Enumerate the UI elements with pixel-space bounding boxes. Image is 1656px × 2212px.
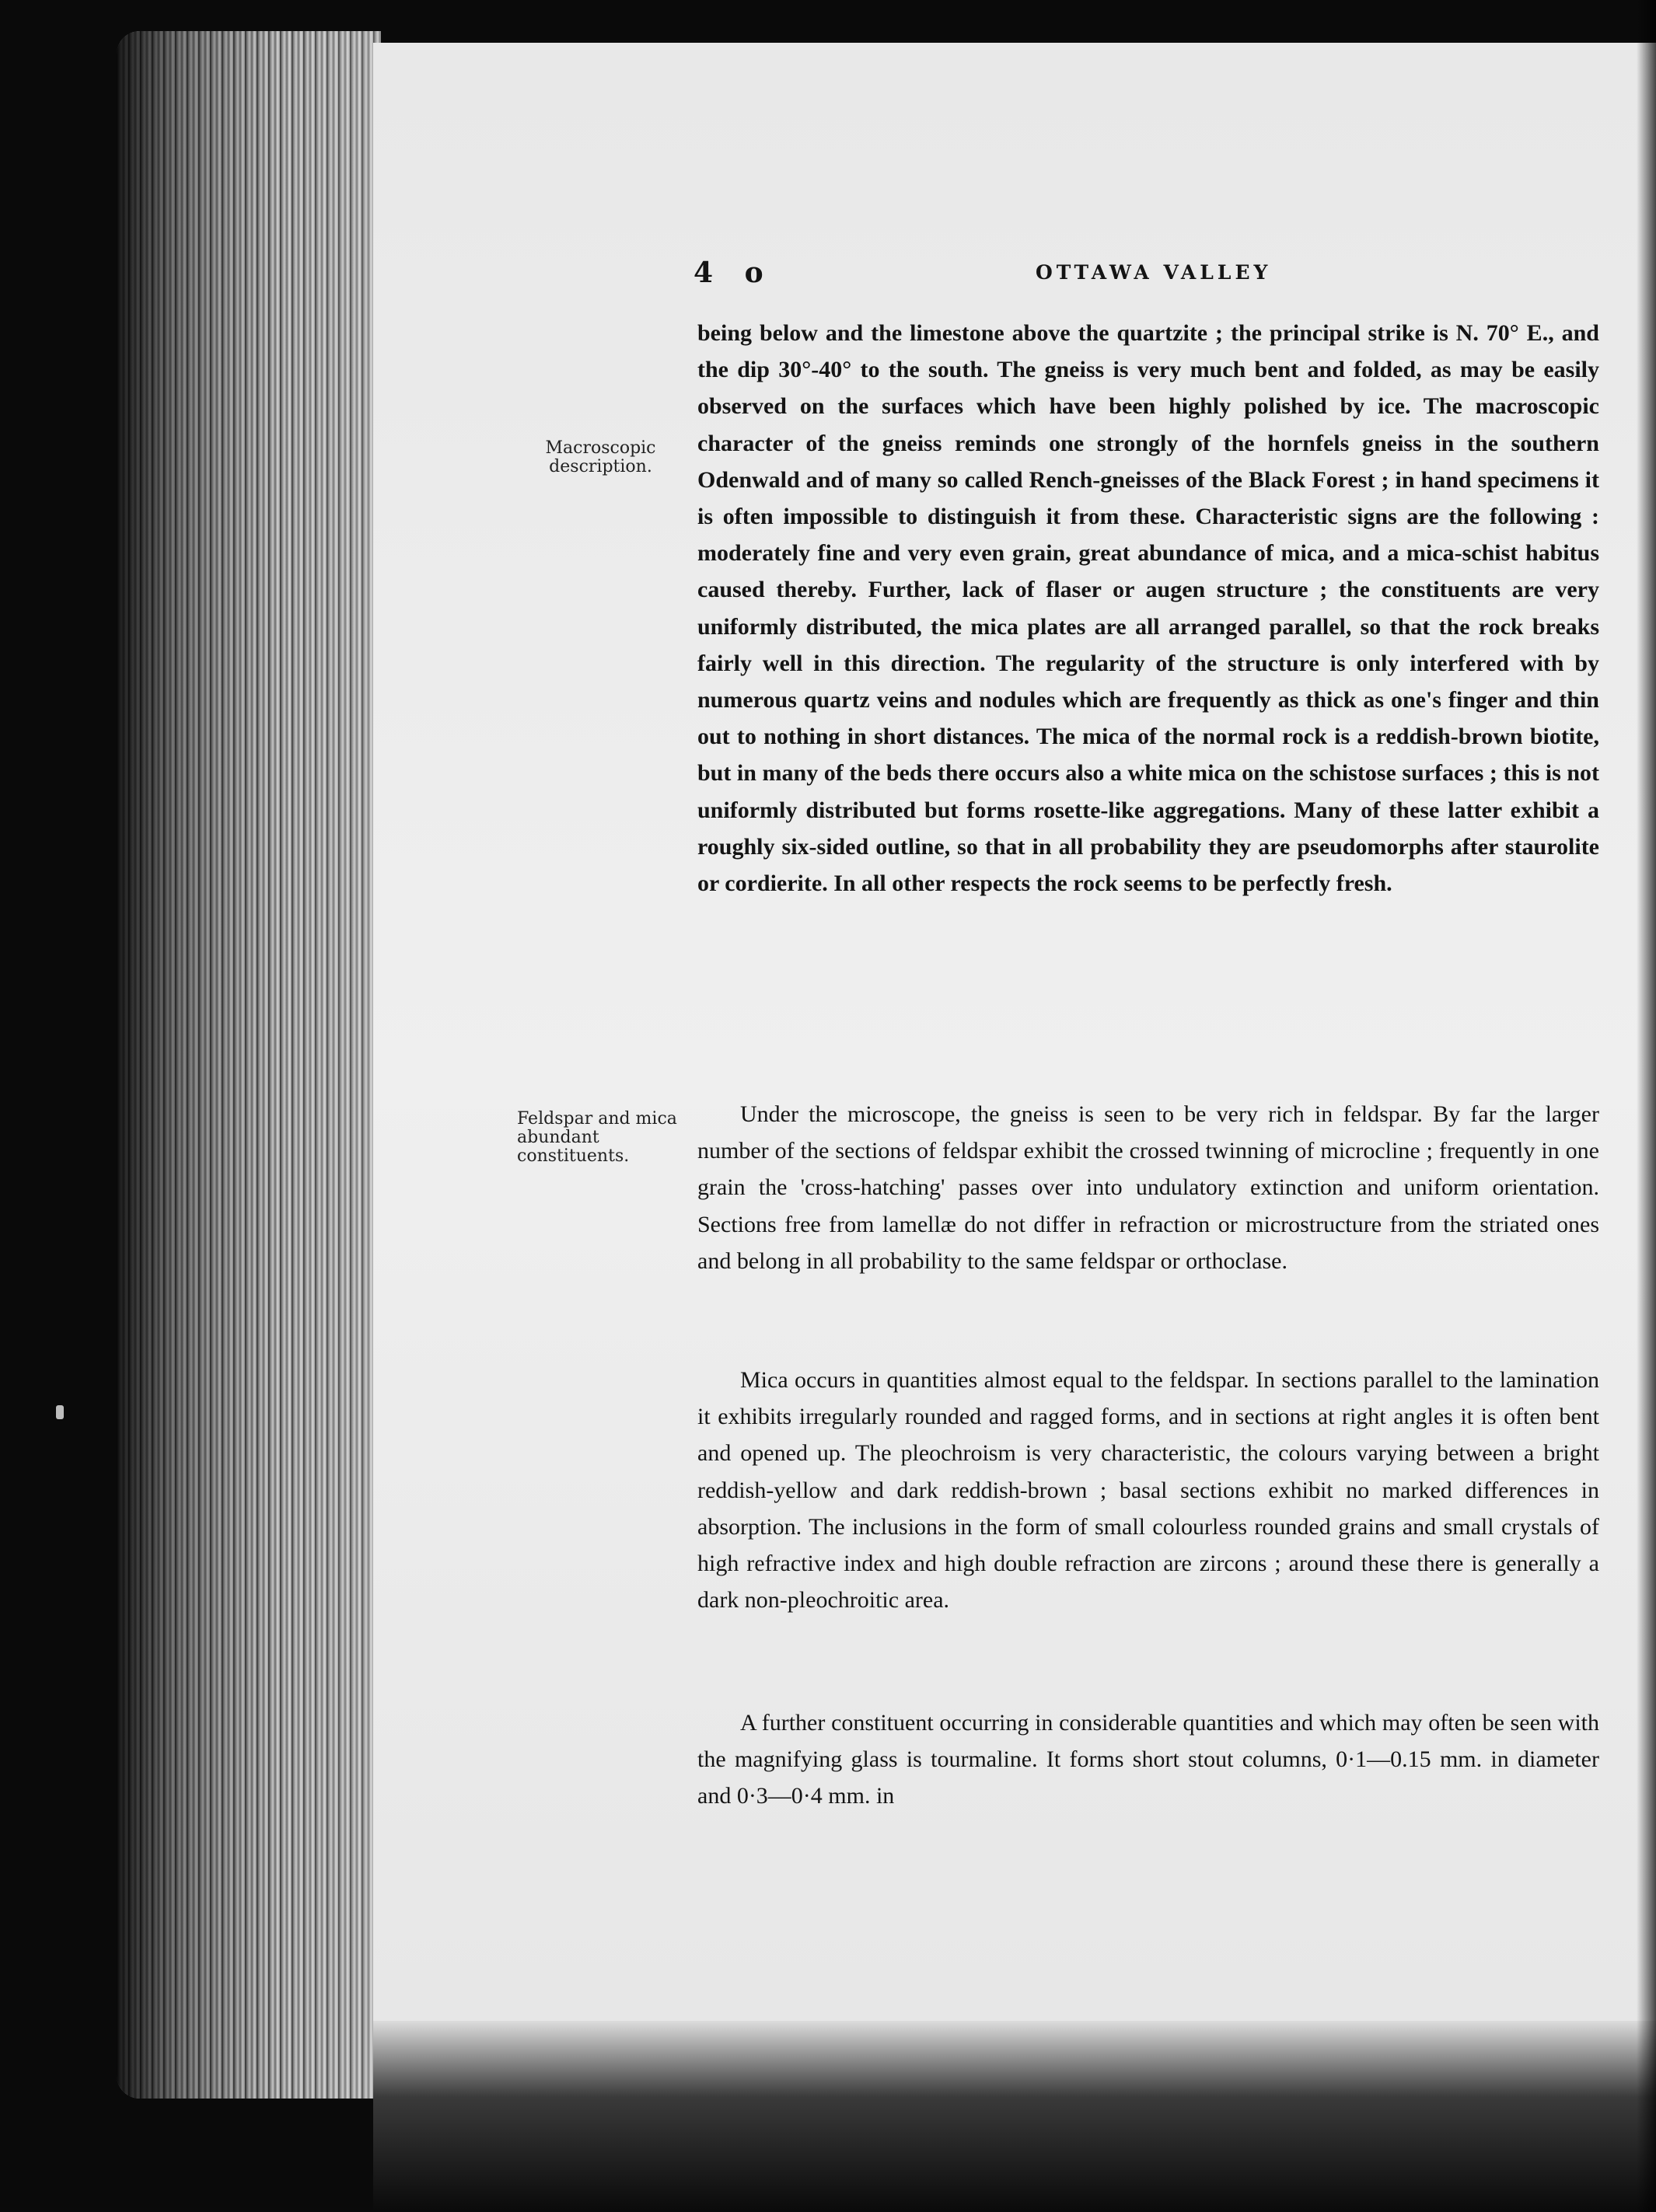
paragraph-microscope: Under the microscope, the gneiss is seen to be very rich in feldspar. By far the larger number of the sections of feldspar exhibit the crossed twinning of microcline ; frequently in one grain the 'cross-hatching' passes over into undulatory extinction and uniform orientation. Sections free from lamellæ do not differ in refraction or microstructure from the striated ones and belong in all probability to the same feldspar or orthoclase.: [697, 1101, 1599, 1274]
page-bottom-shadow: [373, 2021, 1656, 2212]
margin-note-macroscopic: Macroscopic description.: [545, 438, 656, 476]
paragraph-mica: Mica occurs in quantities almost equal to the feldspar. In sections parallel to the lamination it exhibits irregularly rounded and ragged forms, and in sections at right angles it is often bent and opened up. The pleochroism is very characteristic, the colours varying between a bright reddish-yellow and dark reddish-brown ; basal sections exhibit no marked differences in absorption. The inclusions in the form of small colourless rounded grains and small crystals of high refractive index and high double refraction are zircons ; around these there is generally a dark non-pleochroitic area.: [697, 1367, 1599, 1614]
scan-speck: [56, 1405, 64, 1419]
margin-note-feldspar: Feldspar and mica abundant constituents.: [517, 1109, 677, 1166]
page-header: [693, 256, 1595, 303]
paragraph-macroscopic: being below and the limestone above the quartzite ; the principal strike is N. 70° E., and the dip 30°-40° to the south. The gneiss is very much bent and folded, as may be easily observed on the surfaces which have been highly polished by ice. The macroscopic character of the gneiss reminds one strongly of the hornfels gneiss in the southern Odenwald and of many so called Rench-gneisses of the Black Forest ; in hand specimens it is often impossible to distinguish it from these. Characteristic signs are the following : moderately fine and very even grain, great abundance of mica, and a mica-schist habitus caused thereby. Further, lack of flaser or augen structure ; the constituents are very uniformly distributed, the mica plates are all arranged parallel, so that the rock breaks fairly well in this direction. The regularity of the structure is only interfered with by numerous quartz veins and nodules which are frequently as thick as one's finger and thin out to nothing in short distances. The mica of the normal rock is a reddish-brown biotite, but in many of the beds there occurs also a white mica on the schistose surfaces ; this is not uniformly distributed but forms rosette-like aggregations. Many of these latter exhibit a roughly six-sided outline, so that in all probability they are pseudomorphs after staurolite or cordierite. In all other respects the rock seems to be perfectly fresh.: [697, 320, 1599, 897]
running-title: OTTAWA VALLEY: [1036, 261, 1272, 284]
paragraph-tourmaline: A further constituent occurring in considerable quantities and which may often be seen with the magnifying glass is tourmaline. It forms short stout columns, 0·1—0.15 mm. in diameter and 0·3—0·4 mm. in: [697, 1710, 1599, 1809]
right-edge-shadow: [1637, 0, 1656, 2212]
page-number: 4 o: [693, 256, 774, 289]
book-edge-shadow: [117, 31, 381, 2099]
